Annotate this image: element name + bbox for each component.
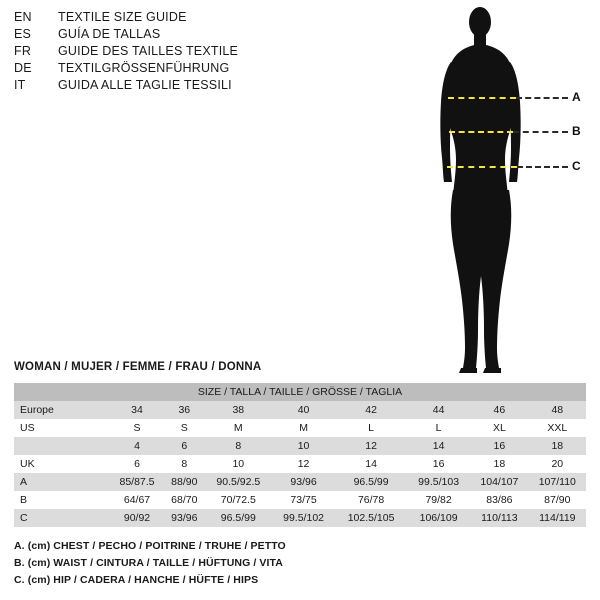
language-header-list bbox=[14, 10, 424, 95]
cell: 18 bbox=[529, 437, 586, 455]
language-text: GUIDA ALLE TAGLIE TESSILI bbox=[58, 78, 232, 92]
table-row bbox=[14, 473, 586, 491]
cell: 14 bbox=[335, 455, 407, 473]
cell: 12 bbox=[335, 437, 407, 455]
cell: 107/110 bbox=[529, 473, 586, 491]
table-band-header-label: SIZE / TALLA / TAILLE / GRÖSSE / TAGLIA bbox=[14, 383, 586, 401]
cell: XXL bbox=[529, 419, 586, 437]
language-text: TEXTILGRÖSSENFÜHRUNG bbox=[58, 61, 230, 75]
hip-measure-line bbox=[447, 166, 517, 168]
cell: 99.5/102 bbox=[272, 509, 335, 527]
table-row bbox=[14, 491, 586, 509]
cell: 76/78 bbox=[335, 491, 407, 509]
cell: 93/96 bbox=[164, 509, 205, 527]
cell: 87/90 bbox=[529, 491, 586, 509]
cell: 12 bbox=[272, 455, 335, 473]
cell: 83/86 bbox=[470, 491, 529, 509]
cell: 106/109 bbox=[407, 509, 470, 527]
cell: 44 bbox=[407, 401, 470, 419]
footnote-c: C. (cm) HIP / CADERA / HANCHE / HÜFTE / HIPS bbox=[14, 574, 259, 586]
cell: 96.5/99 bbox=[205, 509, 273, 527]
language-text: GUIDE DES TAILLES TEXTILE bbox=[58, 44, 239, 58]
body-figure bbox=[420, 0, 600, 380]
cell: 102.5/105 bbox=[335, 509, 407, 527]
language-row bbox=[14, 61, 424, 78]
row-label: US bbox=[14, 419, 110, 437]
waist-measure-line bbox=[449, 131, 513, 133]
cell: 114/119 bbox=[529, 509, 586, 527]
cell: 8 bbox=[164, 455, 205, 473]
size-table bbox=[14, 383, 586, 527]
row-label: B bbox=[14, 491, 110, 509]
cell: 73/75 bbox=[272, 491, 335, 509]
cell: 40 bbox=[272, 401, 335, 419]
cell: 6 bbox=[110, 455, 164, 473]
cell: 79/82 bbox=[407, 491, 470, 509]
language-text: TEXTILE SIZE GUIDE bbox=[58, 10, 187, 24]
language-code: EN bbox=[14, 10, 32, 24]
language-row bbox=[14, 10, 424, 27]
table-band-header-row bbox=[14, 383, 586, 401]
cell: S bbox=[110, 419, 164, 437]
language-code: ES bbox=[14, 27, 32, 41]
waist-measure-extension bbox=[513, 131, 568, 133]
language-text: GUÍA DE TALLAS bbox=[58, 27, 161, 41]
row-label: C bbox=[14, 509, 110, 527]
row-label: Europe bbox=[14, 401, 110, 419]
language-row bbox=[14, 44, 424, 61]
cell: XL bbox=[470, 419, 529, 437]
measure-label-c: C bbox=[572, 159, 581, 173]
table-row bbox=[14, 509, 586, 527]
row-label bbox=[14, 437, 110, 455]
table-row bbox=[14, 419, 586, 437]
cell: 90.5/92.5 bbox=[205, 473, 273, 491]
cell: 10 bbox=[205, 455, 273, 473]
cell: M bbox=[205, 419, 273, 437]
cell: 64/67 bbox=[110, 491, 164, 509]
cell: 42 bbox=[335, 401, 407, 419]
measure-label-b: B bbox=[572, 124, 581, 138]
cell: L bbox=[407, 419, 470, 437]
hip-measure-extension bbox=[517, 166, 568, 168]
section-title-woman: WOMAN / MUJER / FEMME / FRAU / DONNA bbox=[14, 361, 262, 373]
cell: 96.5/99 bbox=[335, 473, 407, 491]
cell: 70/72.5 bbox=[205, 491, 273, 509]
cell: 6 bbox=[164, 437, 205, 455]
chest-measure-line bbox=[448, 97, 516, 99]
cell: 99.5/103 bbox=[407, 473, 470, 491]
cell: 85/87.5 bbox=[110, 473, 164, 491]
cell: 68/70 bbox=[164, 491, 205, 509]
table-row bbox=[14, 401, 586, 419]
table-row bbox=[14, 455, 586, 473]
cell: 88/90 bbox=[164, 473, 205, 491]
row-label: UK bbox=[14, 455, 110, 473]
language-code: DE bbox=[14, 61, 32, 75]
measure-label-a: A bbox=[572, 90, 581, 104]
row-label: A bbox=[14, 473, 110, 491]
cell: 16 bbox=[407, 455, 470, 473]
cell: 34 bbox=[110, 401, 164, 419]
cell: 10 bbox=[272, 437, 335, 455]
cell: 90/92 bbox=[110, 509, 164, 527]
language-code: IT bbox=[14, 78, 26, 92]
cell: S bbox=[164, 419, 205, 437]
cell: 48 bbox=[529, 401, 586, 419]
cell: 38 bbox=[205, 401, 273, 419]
cell: 16 bbox=[470, 437, 529, 455]
cell: 18 bbox=[470, 455, 529, 473]
cell: 46 bbox=[470, 401, 529, 419]
cell: M bbox=[272, 419, 335, 437]
cell: 110/113 bbox=[470, 509, 529, 527]
chest-measure-extension bbox=[516, 97, 568, 99]
female-body-silhouette-icon bbox=[420, 0, 600, 380]
cell: 20 bbox=[529, 455, 586, 473]
language-row bbox=[14, 27, 424, 44]
table-row bbox=[14, 437, 586, 455]
cell: 93/96 bbox=[272, 473, 335, 491]
footnote-list bbox=[14, 538, 574, 589]
cell: L bbox=[335, 419, 407, 437]
language-code: FR bbox=[14, 44, 32, 58]
cell: 4 bbox=[110, 437, 164, 455]
cell: 8 bbox=[205, 437, 273, 455]
footnote-b: B. (cm) WAIST / CINTURA / TAILLE / HÜFTUNG / VITA bbox=[14, 557, 283, 569]
language-row bbox=[14, 78, 424, 95]
footnote-a: A. (cm) CHEST / PECHO / POITRINE / TRUHE / PETTO bbox=[14, 540, 286, 552]
cell: 104/107 bbox=[470, 473, 529, 491]
cell: 36 bbox=[164, 401, 205, 419]
cell: 14 bbox=[407, 437, 470, 455]
